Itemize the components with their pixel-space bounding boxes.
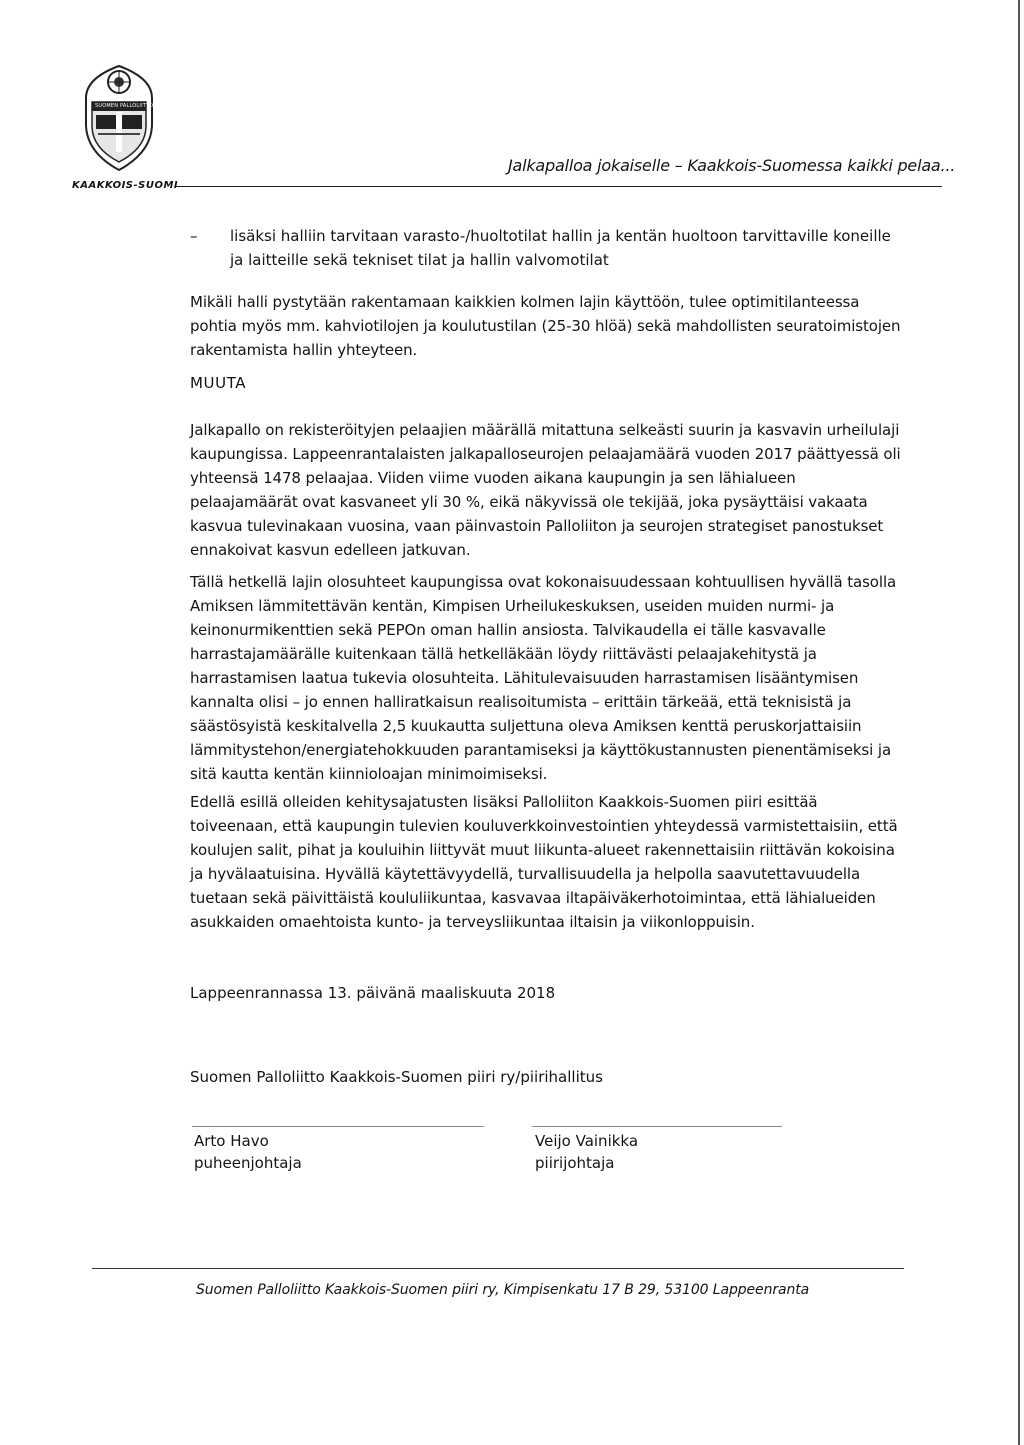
header-divider — [176, 186, 942, 187]
organization: Suomen Palloliitto Kaakkois-Suomen piiri ry/piirihallitus — [190, 1068, 603, 1086]
logo-banner-text: SUOMEN PALLOLIITTO — [95, 103, 154, 109]
section-heading-muuta: MUUTA — [190, 374, 247, 392]
paragraph-3: Tällä hetkellä lajin olosuhteet kaupungissa ovat kokonaisuudessaan kohtuullisen hyvällä tasolla Amiksen lämmitettävän kentän, Kimpisen Urheilukeskuksen, useiden muiden nurmi- ja keinonurmikenttien sekä PEPOn oman hallin ansiosta. Talvikaudella ei tälle kasvavalle harrastajamäärälle kuitenkaan tällä hetkelläkään löydy riittävästi pelaajakehitystä ja harrastamisen laatua tukevia olosuhteita. Lähitulevaisuuden harrastamisen lisääntymisen kannalta olisi – jo ennen halliratkaisun realisoitumista – erittäin tärkeää, että teknisistä ja säästösyistä keskitalvella 2,5 kuukautta suljettuna oleva Amiksen kenttä peruskorjattaisiin lämmitystehon/energiatehokkuuden parantamiseksi ja käyttökustannusten pienentämiseksi ja sitä kautta kentän kiinnioloajan minimoimiseksi. — [190, 573, 897, 783]
paragraph-2: Jalkapallo on rekisteröityjen pelaajien määrällä mitattuna selkeästi suurin ja kasvavin urheilulaji kaupungissa. Lappeenrantalaisten jalkapalloseurojen pelaajamäärä vuoden 2017 päättyessä oli yhteensä 1478 pelaajaa. Viiden viime vuoden aikana kaupungin ja sen lähialueen pelaajamäärät ovat kasvaneet yli 30 %, eikä näkyvissä ole tekijää, joka pysäyttäisi vakaata kasvua tulevinakaan vuosina, vaan päinvastoin Palloliiton ja seurojen strategiset panostukset ennakoivat kasvun edelleen jatkuvan. — [190, 421, 901, 559]
logo-caption: KAAKKOIS-SUOMI — [72, 180, 179, 191]
scan-edge — [1018, 0, 1020, 1445]
signatory-1-title: puheenjohtaja — [194, 1154, 302, 1172]
footer-divider — [92, 1268, 904, 1269]
paragraph-4: Edellä esillä olleiden kehitysajatusten lisäksi Palloliiton Kaakkois-Suomen piiri esittää toiveenaan, että kaupungin tulevien kouluverkkoinvestointien yhteydessä varmistettaisiin, että koulujen salit, pihat ja kouluihin liittyvät muut liikunta-alueet rakennettaisiin riittävän kokoisina ja hyvälaatuisina. Hyvällä käytettävyydellä, turvallisuudella ja helpolla saavutettavuudella tuetaan sekä päivittäistä koululiikuntaa, kasvavaa iltapäiväkerhotoimintaa, että lähialueiden asukkaiden omaehtoista kunto- ja terveysliikuntaa iltaisin ja viikonloppuisin. — [190, 793, 898, 931]
list-dash: – — [190, 227, 198, 245]
signatory-1-name: Arto Havo — [194, 1132, 269, 1150]
footer-address: Suomen Palloliitto Kaakkois-Suomen piiri ry, Kimpisenkatu 17 B 29, 53100 Lappeenranta — [196, 1282, 810, 1298]
crest-icon — [74, 58, 164, 176]
signature-line-2 — [532, 1126, 782, 1127]
palloliitto-logo — [74, 58, 164, 176]
place-date: Lappeenrannassa 13. päivänä maaliskuuta 2018 — [190, 984, 556, 1002]
signature-line-1 — [192, 1126, 484, 1127]
paragraph-1: Mikäli halli pystytään rakentamaan kaikkien kolmen lajin käyttöön, tulee optimitilanteessa pohtia myös mm. kahviotilojen ja koulutustilan (25-30 hlöä) sekä mahdollisten seuratoimistojen rakentamista hallin yhteyteen. — [190, 293, 901, 359]
list-item-text: lisäksi halliin tarvitaan varasto-/huoltotilat hallin ja kentän huoltoon tarvittaville koneille ja laitteille sekä tekniset tilat ja hallin valvomotilat — [230, 227, 891, 269]
signatory-2-name: Veijo Vainikka — [535, 1132, 639, 1150]
header-tagline: Jalkapalloa jokaiselle – Kaakkois-Suomessa kaikki pelaa... — [508, 156, 956, 175]
signatory-2-title: piirijohtaja — [535, 1154, 615, 1172]
